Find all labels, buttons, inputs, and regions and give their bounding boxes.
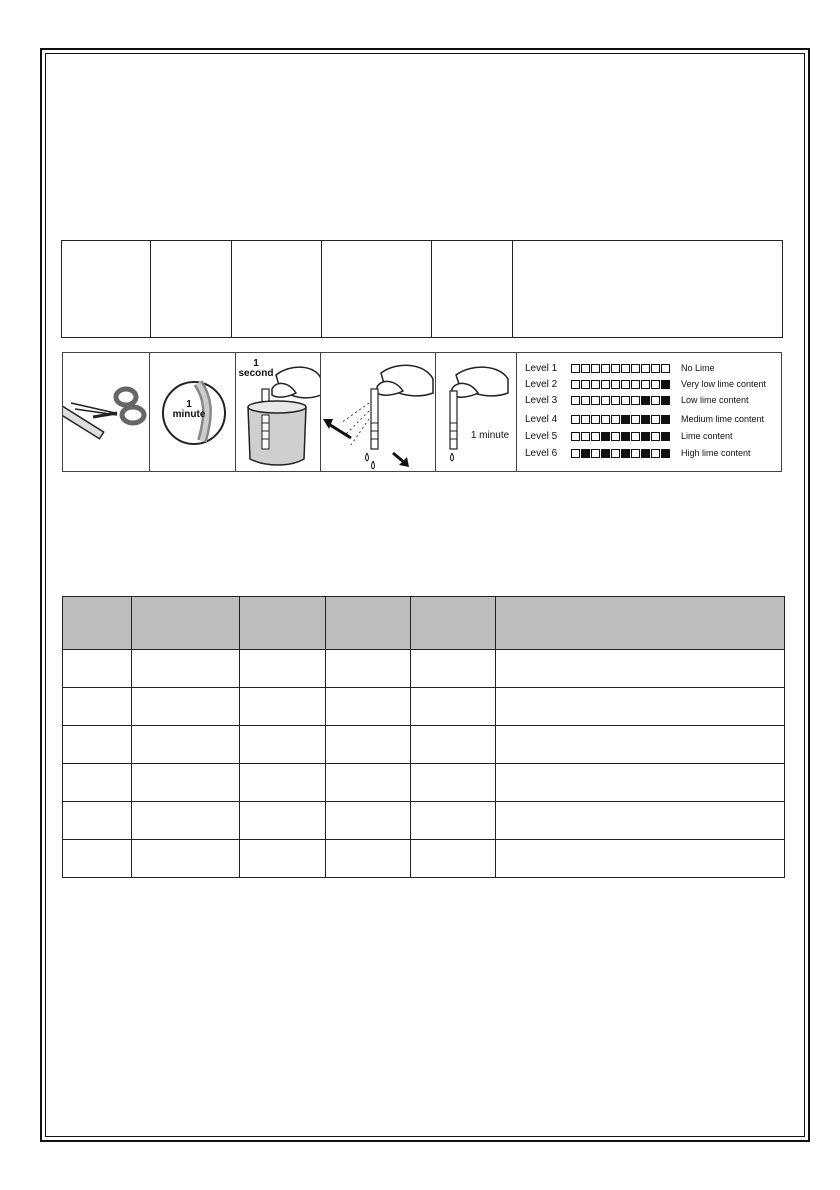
table-cell xyxy=(63,764,132,802)
table-cell xyxy=(132,764,240,802)
filled-square xyxy=(581,449,590,458)
level-description: Medium lime content xyxy=(681,414,765,424)
table-cell xyxy=(496,764,785,802)
step5-time-label: 1 minute xyxy=(470,430,510,441)
empty-square xyxy=(661,364,670,373)
empty-square xyxy=(611,396,620,405)
table-cell xyxy=(240,688,326,726)
empty-square xyxy=(651,380,660,389)
filled-square xyxy=(601,449,610,458)
empty-square xyxy=(641,380,650,389)
header-cell xyxy=(411,597,496,650)
table-cell xyxy=(496,650,785,688)
table-cell xyxy=(63,650,132,688)
empty-square xyxy=(651,396,660,405)
header-cell xyxy=(151,241,232,338)
level-indicator-squares xyxy=(571,415,671,424)
table-cell xyxy=(326,688,411,726)
page-border-inner xyxy=(45,53,805,1137)
step3-unit: second xyxy=(238,368,274,379)
empty-square xyxy=(611,449,620,458)
empty-square xyxy=(581,364,590,373)
empty-square xyxy=(621,396,630,405)
empty-square xyxy=(571,380,580,389)
header-cell xyxy=(63,597,132,650)
header-cell xyxy=(132,597,240,650)
empty-square xyxy=(601,380,610,389)
results-table xyxy=(62,596,785,878)
filled-square xyxy=(661,415,670,424)
header-cell xyxy=(322,241,432,338)
step-shake-panel xyxy=(321,353,436,471)
table-cell xyxy=(411,840,496,878)
step2-number: 1 xyxy=(186,399,192,410)
table-cell xyxy=(132,802,240,840)
table-cell xyxy=(496,688,785,726)
table-cell xyxy=(240,764,326,802)
filled-square xyxy=(661,449,670,458)
table-cell xyxy=(496,726,785,764)
level-indicator-squares xyxy=(571,380,671,389)
empty-square xyxy=(611,364,620,373)
empty-square xyxy=(591,396,600,405)
table-cell xyxy=(411,688,496,726)
table-cell xyxy=(326,764,411,802)
empty-square xyxy=(591,364,600,373)
header-cell xyxy=(232,241,322,338)
step-cut-strip-panel xyxy=(63,353,150,471)
level-indicator-squares xyxy=(571,449,671,458)
level-indicator-squares xyxy=(571,364,671,373)
level-description: Very low lime content xyxy=(681,379,767,389)
step2-time-label xyxy=(172,400,206,420)
filled-square xyxy=(621,449,630,458)
table-cell xyxy=(411,650,496,688)
level-description: High lime content xyxy=(681,448,751,458)
empty-square xyxy=(631,415,640,424)
step2-unit: minute xyxy=(172,409,206,420)
empty-square xyxy=(651,449,660,458)
empty-square xyxy=(631,396,640,405)
table-cell xyxy=(63,840,132,878)
empty-square xyxy=(621,364,630,373)
empty-square xyxy=(581,380,590,389)
table-cell xyxy=(240,840,326,878)
level-name: Level 6 xyxy=(525,447,558,459)
level-name: Level 3 xyxy=(525,394,558,406)
filled-square xyxy=(661,432,670,441)
table-cell xyxy=(63,688,132,726)
empty-square xyxy=(581,432,590,441)
filled-square xyxy=(641,415,650,424)
empty-square xyxy=(631,432,640,441)
empty-square xyxy=(651,415,660,424)
level-row xyxy=(525,446,751,460)
filled-square xyxy=(601,432,610,441)
empty-square xyxy=(651,432,660,441)
table-row xyxy=(63,650,785,688)
table-row xyxy=(63,840,785,878)
level-row xyxy=(525,429,733,443)
empty-square xyxy=(621,380,630,389)
filled-square xyxy=(661,396,670,405)
empty-square xyxy=(611,415,620,424)
empty-square xyxy=(611,380,620,389)
filled-square xyxy=(661,380,670,389)
table-cell xyxy=(326,802,411,840)
step-wait-panel xyxy=(150,353,236,471)
lime-level-legend xyxy=(517,353,781,471)
step3-number: 1 xyxy=(253,358,259,369)
level-name: Level 1 xyxy=(525,362,558,374)
table-cell xyxy=(411,764,496,802)
table-cell xyxy=(411,802,496,840)
level-name: Level 4 xyxy=(525,413,558,425)
table-cell xyxy=(496,840,785,878)
results-header-row xyxy=(63,597,785,650)
empty-square xyxy=(591,415,600,424)
empty-square xyxy=(571,364,580,373)
empty-square xyxy=(631,380,640,389)
empty-square xyxy=(601,415,610,424)
step-dip-panel xyxy=(236,353,321,471)
empty-square xyxy=(571,432,580,441)
table-cell xyxy=(240,650,326,688)
filled-square xyxy=(641,396,650,405)
table-cell xyxy=(326,726,411,764)
filled-square xyxy=(641,432,650,441)
level-row xyxy=(525,361,715,375)
hand-holding-strip-icon xyxy=(436,353,517,471)
empty-square xyxy=(631,449,640,458)
table-cell xyxy=(63,726,132,764)
step-read-wait-panel xyxy=(436,353,517,471)
table-cell xyxy=(326,840,411,878)
table-row xyxy=(63,726,785,764)
header-cell xyxy=(62,241,151,338)
empty-square xyxy=(571,415,580,424)
table-cell xyxy=(132,688,240,726)
empty-square xyxy=(611,432,620,441)
level-name: Level 5 xyxy=(525,430,558,442)
empty-square xyxy=(581,396,590,405)
level-indicator-squares xyxy=(571,396,671,405)
table-cell xyxy=(240,726,326,764)
filled-square xyxy=(621,415,630,424)
filled-square xyxy=(641,449,650,458)
table-cell xyxy=(132,726,240,764)
header-table xyxy=(61,240,783,338)
empty-square xyxy=(631,364,640,373)
empty-square xyxy=(641,364,650,373)
table-row xyxy=(63,802,785,840)
empty-square xyxy=(581,415,590,424)
level-row xyxy=(525,412,764,426)
level-description: Low lime content xyxy=(681,395,749,405)
level-row xyxy=(525,377,766,391)
header-cell xyxy=(240,597,326,650)
table-cell xyxy=(132,650,240,688)
step3-time-label xyxy=(238,359,274,379)
table-cell xyxy=(132,840,240,878)
empty-square xyxy=(591,432,600,441)
level-description: No Lime xyxy=(681,363,715,373)
header-cell xyxy=(326,597,411,650)
table-cell xyxy=(326,650,411,688)
hand-shaking-strip-icon xyxy=(321,353,436,471)
table-row xyxy=(63,764,785,802)
empty-square xyxy=(591,449,600,458)
header-cell xyxy=(432,241,513,338)
level-indicator-squares xyxy=(571,432,671,441)
table-row xyxy=(63,688,785,726)
filled-square xyxy=(621,432,630,441)
header-cell xyxy=(513,241,783,338)
table-cell xyxy=(63,802,132,840)
level-description: Lime content xyxy=(681,431,733,441)
empty-square xyxy=(571,449,580,458)
table-cell xyxy=(496,802,785,840)
empty-square xyxy=(601,396,610,405)
table-cell xyxy=(411,726,496,764)
header-cell xyxy=(496,597,785,650)
level-row xyxy=(525,393,749,407)
empty-square xyxy=(651,364,660,373)
scissors-icon xyxy=(63,353,150,471)
empty-square xyxy=(591,380,600,389)
level-name: Level 2 xyxy=(525,378,558,390)
empty-square xyxy=(601,364,610,373)
empty-square xyxy=(571,396,580,405)
table-cell xyxy=(240,802,326,840)
instruction-illustration-strip xyxy=(62,352,782,472)
